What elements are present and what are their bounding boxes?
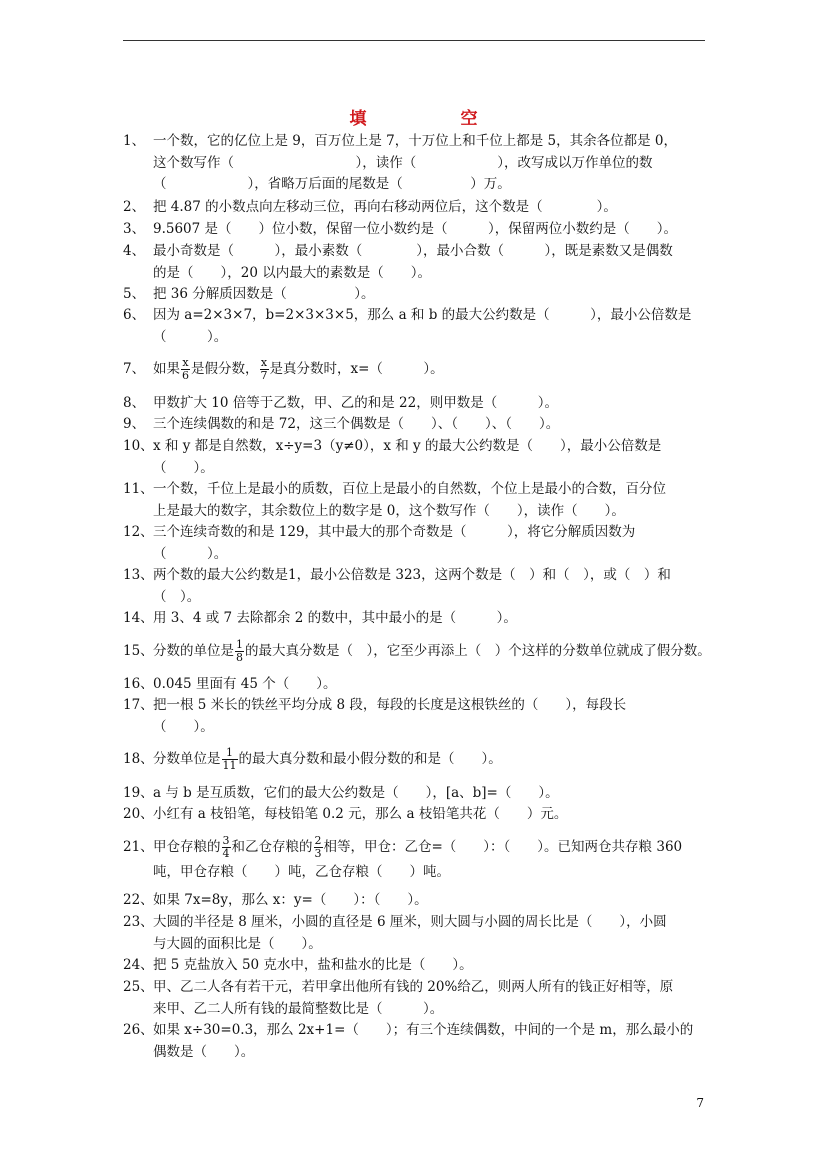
page-number: 7 (696, 1096, 704, 1110)
question-5: 5、 把 36 分解质因数是（ ）。 (123, 286, 375, 302)
question-10: 10、x 和 y 都是自然数，x÷y=3（y≠0），x 和 y 的最大公约数是（ ），最小公倍数是 （ ）。 (123, 438, 662, 476)
question-7: 7、 如果 $\frac{x}{6}$ 是假分数， $\frac{x}{7}$ 是真分数时，x=（ ）。 (123, 356, 444, 382)
fraction-1-over-11: $\frac{1}{11}$ (222, 746, 237, 772)
question-1: 1、 一个数，它的亿位上是 9，百万位上是 7，十万位上和千位上都是 5，其余各位都是 0， 这个数写作（ ），读作（ ），改写成以万作单位的数 （ ），省略万后面的尾数是（ ）万。 (123, 133, 678, 192)
fraction-2-over-3: $\frac{2}{3}$ (314, 834, 322, 860)
question-21: 21、甲仓存粮的 $\frac{3}{4}$ 和乙仓存粮的 $\frac{2}{3}$ 相等，甲仓：乙仓=（ ）：（ ）。已知两仓共存粮 360 吨，甲仓存粮（ ）吨，乙仓存粮（ ）吨。 (123, 834, 683, 880)
question-16: 16、0.045 里面有 45 个（ ）。 (123, 676, 337, 692)
question-25: 25、甲、乙二人各有若干元，若甲拿出他所有钱的 20%给乙，则两人所有的钱正好相等，原 来甲、乙二人所有钱的最简整数比是（ ）。 (123, 979, 674, 1017)
question-11: 11、一个数，千位上是最小的质数，百位上是最小的自然数，个位上是最小的合数，百分位 上是最大的数字，其余数位上的数字是 0，这个数写作（ ），读作（ ）。 (123, 481, 666, 519)
question-20: 20、小红有 a 枝铅笔，每枝铅笔 0.2 元，那么 a 枝铅笔共花（ ）元。 (123, 806, 568, 822)
header-rule (123, 40, 705, 41)
question-2: 2、 把 4.87 的小数点向左移动三位，再向右移动两位后，这个数是（ ）。 (123, 199, 617, 215)
question-14: 14、用 3、4 或 7 去除都余 2 的数中，其中最小的是（ ）。 (123, 610, 517, 626)
question-13: 13、两个数的最大公约数是1，最小公倍数是 323，这两个数是（ ）和（ ），或（ ）和 （ ）。 (123, 567, 671, 605)
question-19: 19、a 与 b 是互质数，它们的最大公约数是（ ），[a、b]=（ ）。 (123, 785, 559, 801)
question-4: 4、 最小奇数是（ ），最小素数（ ），最小合数（ ），既是素数又是偶数 的是（ ），20 以内最大的素数是（ ）。 (123, 243, 673, 281)
page-title: 填 空 (349, 109, 522, 129)
question-22: 22、如果 7x=8y，那么 x：y=（ ）：（ ）。 (123, 892, 428, 908)
question-18: 18、分数单位是 $\frac{1}{11}$ 的最大真分数和最小假分数的和是（ ）。 (123, 746, 502, 772)
question-6: 6、 因为 a=2×3×7，b=2×3×3×5，那么 a 和 b 的最大公约数是（ ），最小公倍数是 （ ）。 (123, 307, 692, 345)
question-24: 24、把 5 克盐放入 50 克水中，盐和盐水的比是（ ）。 (123, 957, 473, 973)
question-9: 9、 三个连续偶数的和是 72，这三个偶数是（ ）、（ ）、（ ）。 (123, 416, 560, 432)
fraction-1-over-8: $\frac{1}{8}$ (236, 638, 243, 664)
question-15: 15、分数的单位是 $\frac{1}{8}$ 的最大真分数是（ ），它至少再添上（ ）个这样的分数单位就成了假分数。 (123, 638, 711, 664)
fraction-x-over-6: $\frac{x}{6}$ (182, 356, 189, 382)
question-3: 3、 9.5607 是（ ）位小数，保留一位小数约是（ ），保留两位小数约是（ ）。 (123, 221, 678, 237)
question-17: 17、把一根 5 米长的铁丝平均分成 8 段，每段的长度是这根铁丝的（ ），每段长 （ ）。 (123, 697, 627, 735)
question-26: 26、如果 x÷30=0.3，那么 2x+1=（ ）；有三个连续偶数，中间的一个是 m，那么最小的 偶数是（ ）。 (123, 1022, 694, 1060)
question-12: 12、三个连续奇数的和是 129，其中最大的那个奇数是（ ），将它分解质因数为 （ ）。 (123, 524, 636, 562)
question-23: 23、大圆的半径是 8 厘米，小圆的直径是 6 厘米，则大圆与小圆的周长比是（ ），小圆 与大圆的面积比是（ ）。 (123, 914, 667, 952)
fraction-3-over-4: $\frac{3}{4}$ (222, 834, 230, 860)
question-8: 8、 甲数扩大 10 倍等于乙数，甲、乙的和是 22，则甲数是（ ）。 (123, 395, 558, 411)
fraction-x-over-7: $\frac{x}{7}$ (260, 356, 268, 382)
